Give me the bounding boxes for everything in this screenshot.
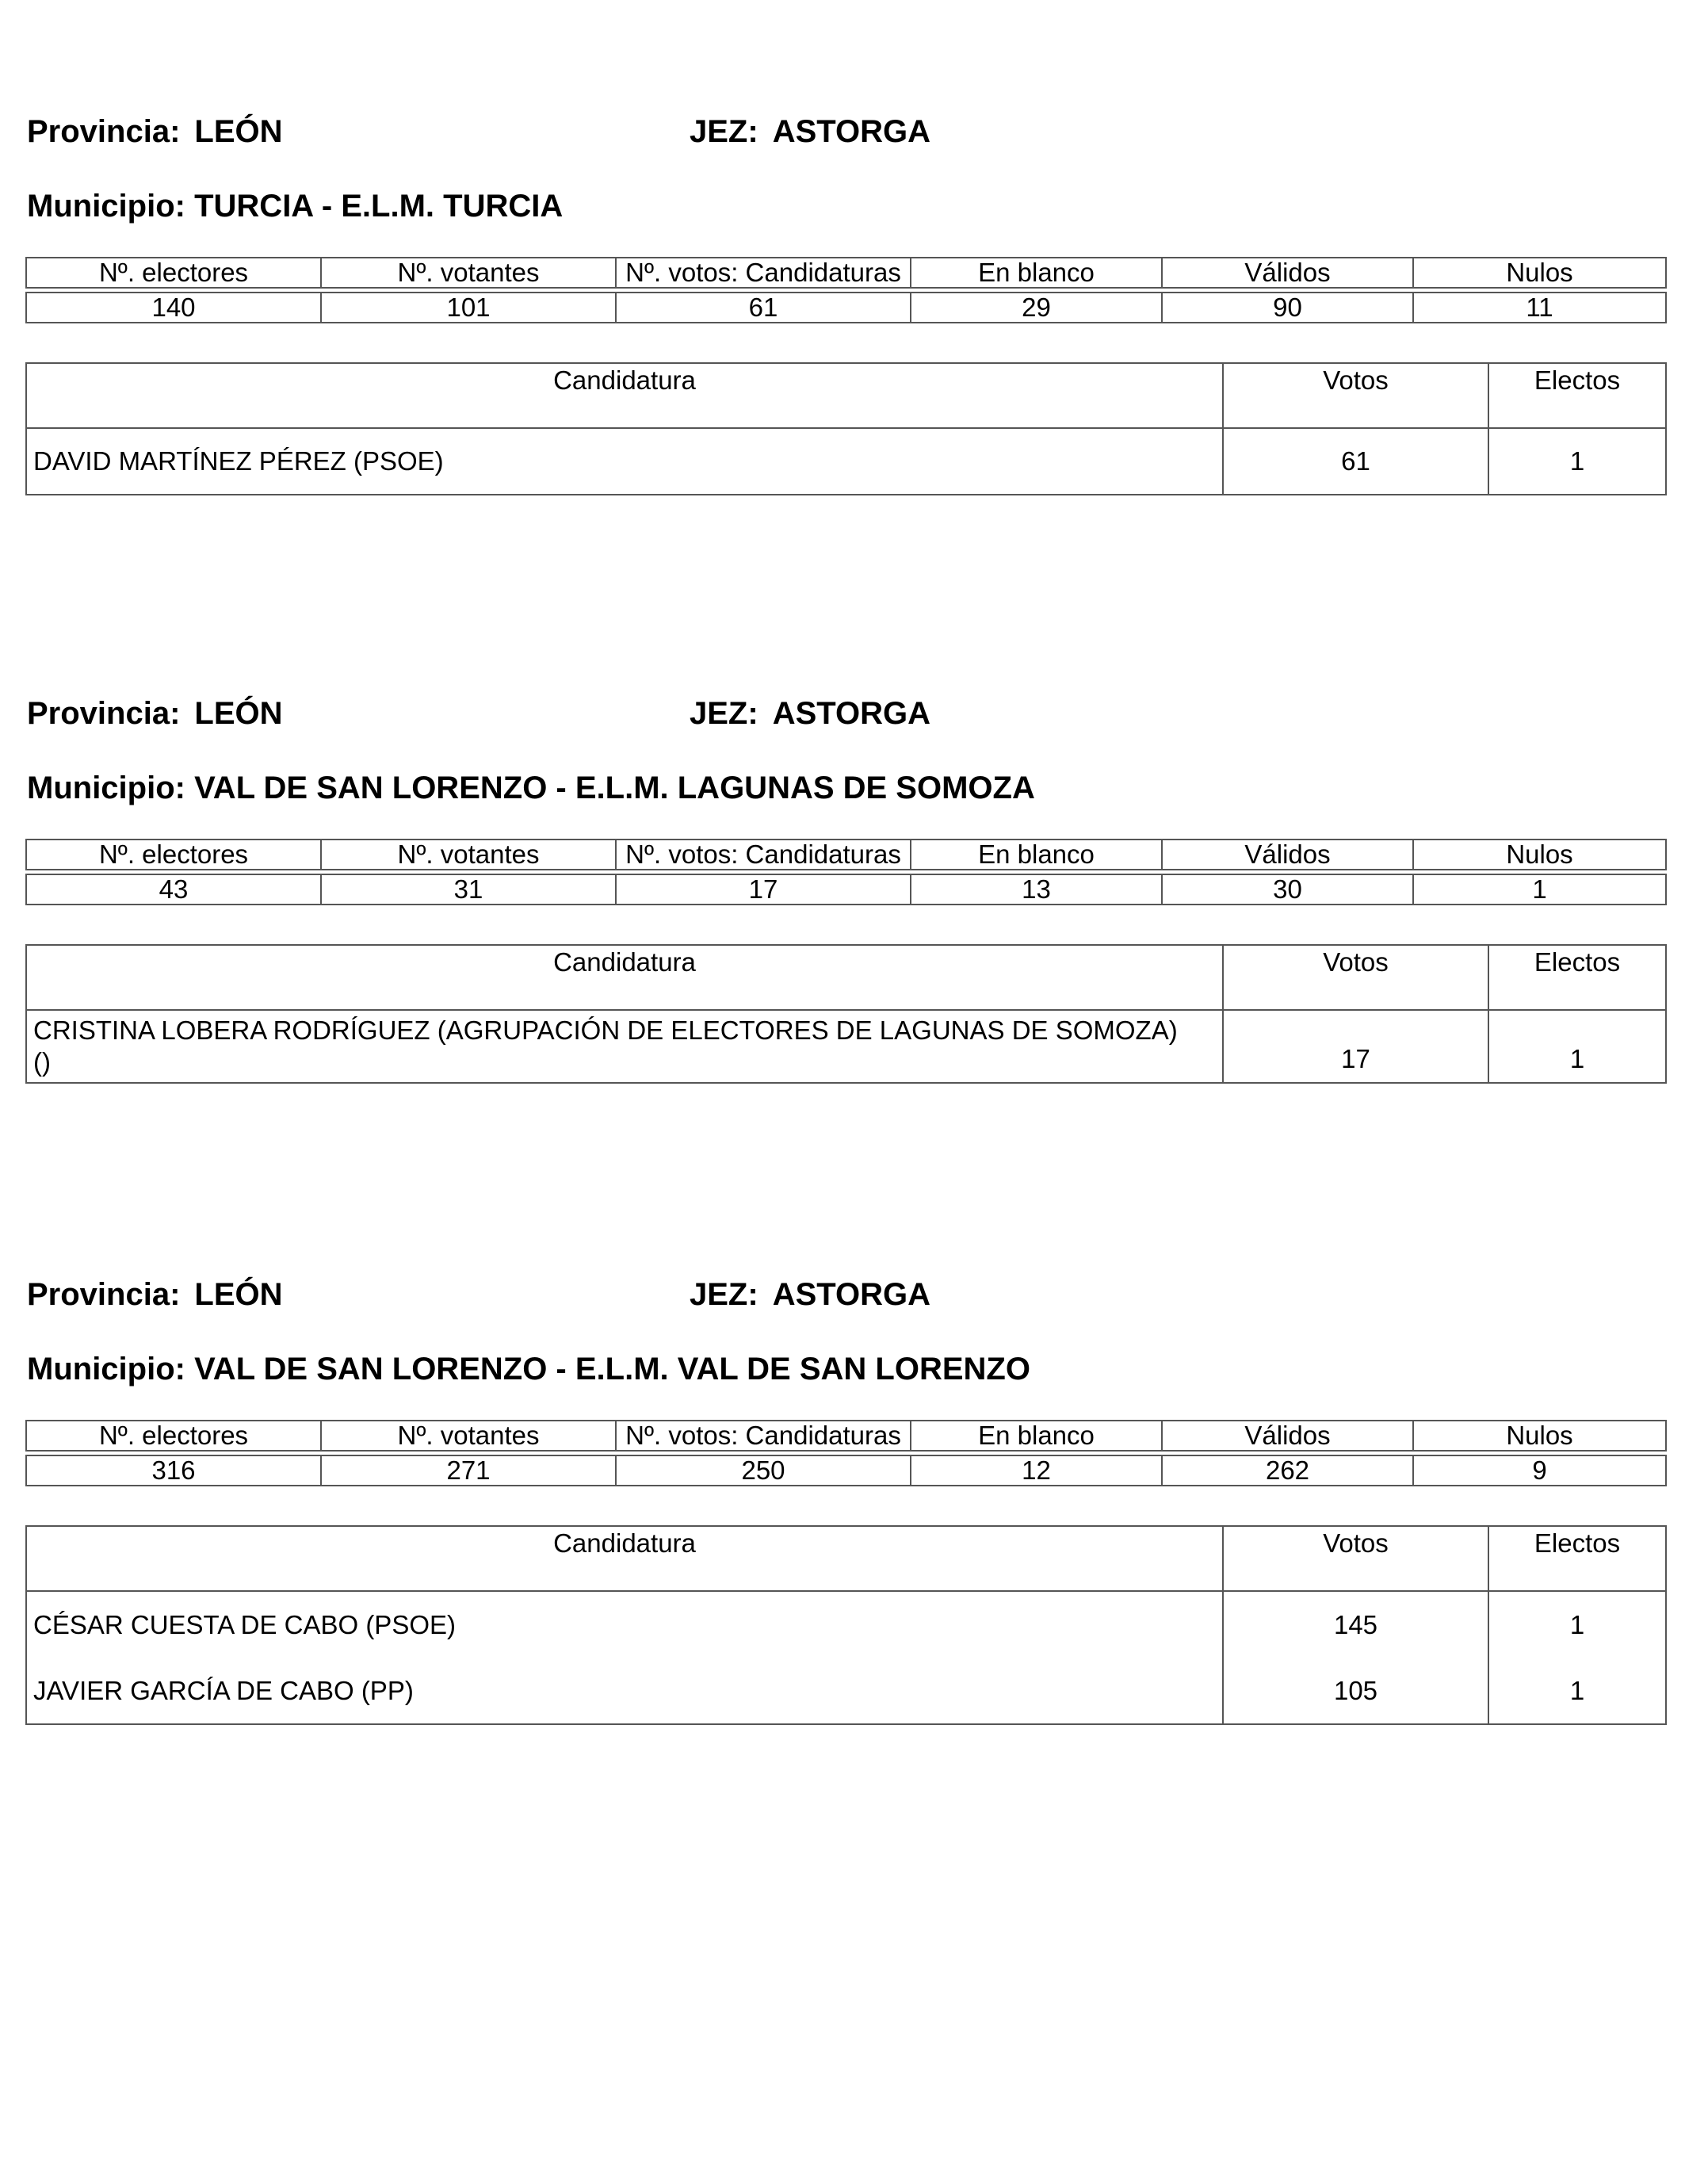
- candidate-votos: 105: [1223, 1658, 1488, 1724]
- jez-heading: [690, 113, 930, 151]
- candidate-name: CRISTINA LOBERA RODRÍGUEZ (AGRUPACIÓN DE ELECTORES DE LAGUNAS DE SOMOZA) (): [26, 1010, 1223, 1083]
- stat-value: 17: [616, 874, 911, 905]
- stat-value: 12: [911, 1455, 1162, 1486]
- candidates-header-row: [26, 945, 1666, 1010]
- cand-header: Electos: [1488, 363, 1666, 428]
- candidate-electos: 1: [1488, 1010, 1666, 1083]
- stat-value: 101: [321, 293, 616, 323]
- stat-header: Nº. votos: Candidaturas: [616, 840, 911, 870]
- stat-value: 13: [911, 874, 1162, 905]
- candidate-row: [26, 428, 1666, 495]
- stat-value: 316: [26, 1455, 321, 1486]
- provincia-value: LEÓN: [194, 1277, 283, 1312]
- cand-header: Candidatura: [26, 945, 1223, 1010]
- stats-value-row: [26, 1455, 1666, 1486]
- stat-header: En blanco: [911, 1421, 1162, 1451]
- candidate-electos: 1: [1488, 1591, 1666, 1658]
- candidates-header-row: [26, 363, 1666, 428]
- jez-label: JEZ:: [690, 114, 758, 149]
- jez-value: ASTORGA: [772, 696, 930, 731]
- jez-label: JEZ:: [690, 696, 758, 731]
- stat-header: Válidos: [1162, 258, 1413, 288]
- stat-value: 90: [1162, 293, 1413, 323]
- municipio-label: Municipio:: [27, 189, 185, 224]
- stat-header: Válidos: [1162, 1421, 1413, 1451]
- stat-header: Nº. votantes: [321, 258, 616, 288]
- stat-header: Nº. votos: Candidaturas: [616, 258, 911, 288]
- stat-header: Nº. votantes: [321, 1421, 616, 1451]
- provincia-label: Provincia:: [27, 696, 181, 731]
- cand-header: Electos: [1488, 1526, 1666, 1591]
- provincia-heading: [27, 1276, 283, 1314]
- stat-value: 29: [911, 293, 1162, 323]
- municipio-heading: [27, 769, 1035, 807]
- stats-table: [25, 1420, 1667, 1486]
- jez-heading: [690, 694, 930, 732]
- stat-value: 30: [1162, 874, 1413, 905]
- stat-header: Nº. electores: [26, 840, 321, 870]
- stat-header: En blanco: [911, 258, 1162, 288]
- stat-value: 43: [26, 874, 321, 905]
- provincia-value: LEÓN: [194, 696, 283, 731]
- candidate-name: CÉSAR CUESTA DE CABO (PSOE): [26, 1591, 1223, 1658]
- stats-value-row: [26, 874, 1666, 905]
- municipio-heading: [27, 1350, 1030, 1388]
- stat-header: En blanco: [911, 840, 1162, 870]
- stat-value: 250: [616, 1455, 911, 1486]
- provincia-label: Provincia:: [27, 114, 181, 149]
- jez-value: ASTORGA: [772, 1277, 930, 1312]
- candidate-votos: 145: [1223, 1591, 1488, 1658]
- candidates-table: [25, 944, 1667, 1084]
- stat-header: Nulos: [1413, 840, 1666, 870]
- stat-value: 61: [616, 293, 911, 323]
- stats-value-row: [26, 293, 1666, 323]
- stat-value: 9: [1413, 1455, 1666, 1486]
- municipio-value: VAL DE SAN LORENZO - E.L.M. VAL DE SAN LORENZO: [194, 1352, 1030, 1387]
- jez-heading: [690, 1276, 930, 1314]
- stat-header: Nulos: [1413, 1421, 1666, 1451]
- provincia-label: Provincia:: [27, 1277, 181, 1312]
- stats-table: [25, 839, 1667, 905]
- candidate-row: [26, 1591, 1666, 1658]
- candidate-name: JAVIER GARCÍA DE CABO (PP): [26, 1658, 1223, 1724]
- stat-value: 140: [26, 293, 321, 323]
- stat-header: Nº. electores: [26, 258, 321, 288]
- cand-header: Candidatura: [26, 363, 1223, 428]
- provincia-heading: [27, 113, 283, 151]
- cand-header: Votos: [1223, 945, 1488, 1010]
- stat-value: 262: [1162, 1455, 1413, 1486]
- stat-header: Nº. votantes: [321, 840, 616, 870]
- cand-header: Candidatura: [26, 1526, 1223, 1591]
- provincia-value: LEÓN: [194, 114, 283, 149]
- candidate-electos: 1: [1488, 1658, 1666, 1724]
- municipio-heading: [27, 187, 563, 225]
- candidate-votos: 61: [1223, 428, 1488, 495]
- municipio-label: Municipio:: [27, 1352, 185, 1387]
- stats-header-row: [26, 840, 1666, 870]
- municipio-value: VAL DE SAN LORENZO - E.L.M. LAGUNAS DE SOMOZA: [194, 771, 1035, 805]
- candidate-votos: 17: [1223, 1010, 1488, 1083]
- stat-header: Nulos: [1413, 258, 1666, 288]
- candidates-table: [25, 1525, 1667, 1725]
- stat-header: Nº. electores: [26, 1421, 321, 1451]
- candidate-row: [26, 1658, 1666, 1724]
- stats-header-row: [26, 258, 1666, 288]
- stat-value: 1: [1413, 874, 1666, 905]
- stats-table: [25, 257, 1667, 323]
- candidate-name: DAVID MARTÍNEZ PÉREZ (PSOE): [26, 428, 1223, 495]
- cand-header: Electos: [1488, 945, 1666, 1010]
- cand-header: Votos: [1223, 1526, 1488, 1591]
- municipio-value: TURCIA - E.L.M. TURCIA: [194, 189, 564, 224]
- candidates-header-row: [26, 1526, 1666, 1591]
- municipio-label: Municipio:: [27, 771, 185, 805]
- stat-value: 271: [321, 1455, 616, 1486]
- stat-value: 31: [321, 874, 616, 905]
- jez-value: ASTORGA: [772, 114, 930, 149]
- provincia-heading: [27, 694, 283, 732]
- jez-label: JEZ:: [690, 1277, 758, 1312]
- candidate-electos: 1: [1488, 428, 1666, 495]
- candidates-table: [25, 362, 1667, 495]
- candidate-row: [26, 1010, 1666, 1083]
- cand-header: Votos: [1223, 363, 1488, 428]
- stat-header: Válidos: [1162, 840, 1413, 870]
- stat-value: 11: [1413, 293, 1666, 323]
- stat-header: Nº. votos: Candidaturas: [616, 1421, 911, 1451]
- stats-header-row: [26, 1421, 1666, 1451]
